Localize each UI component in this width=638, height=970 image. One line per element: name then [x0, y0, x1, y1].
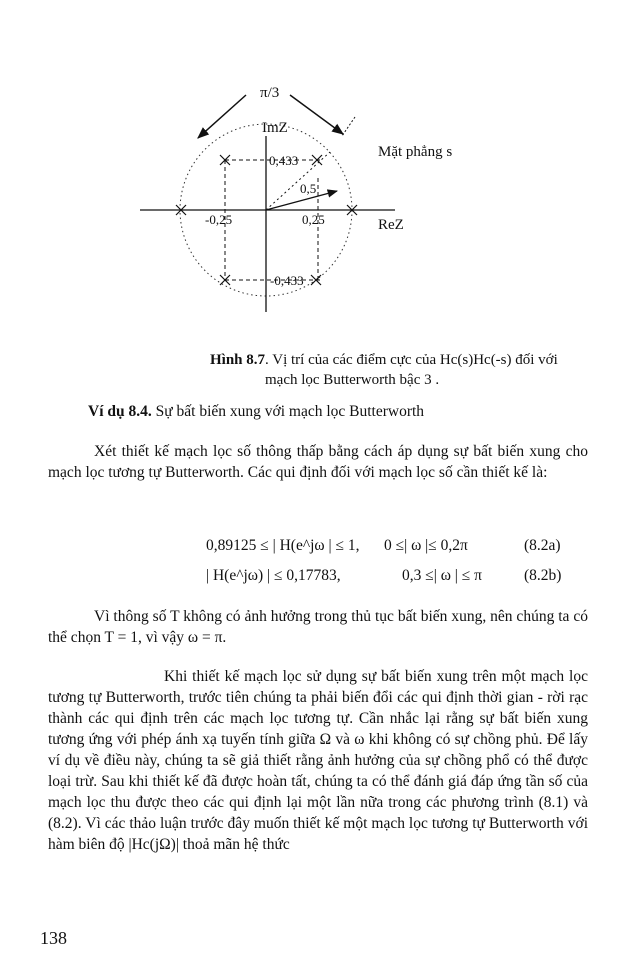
eq2-lhs: | H(e^jω) | ≤ 0,17783, — [206, 567, 341, 584]
plane-pointer — [342, 117, 355, 136]
eq2-cond: 0,3 ≤| ω | ≤ π — [402, 567, 482, 584]
angle-arrow-right — [290, 95, 343, 134]
re-axis-label: ReZ — [378, 217, 404, 233]
page-number: 138 — [40, 928, 67, 948]
example-label: Ví dụ 8.4. — [88, 403, 152, 420]
angle-label: π/3 — [260, 85, 280, 101]
tick-re-pos: 0,25 — [302, 212, 325, 227]
paragraph-2: Vì thông số T không có ảnh hưởng trong thủ tục bất biến xung, nên chúng ta có thể chọn T = 1, vì vậy ω = π. — [48, 608, 588, 646]
eq1-num: (8.2a) — [524, 537, 561, 554]
tick-im-pos: 0,433 — [269, 153, 299, 168]
radius-label: 0,5 — [300, 181, 317, 196]
example-heading — [88, 403, 424, 421]
tick-re-neg: -0,25 — [205, 212, 233, 227]
pole-mark — [312, 155, 322, 165]
caption-label: Hình 8.7 — [210, 352, 266, 368]
angle-arrow-left — [198, 95, 246, 138]
tick-im-neg: -0,433 — [270, 273, 304, 288]
caption-text-line2: mạch lọc Butterworth bậc 3 . — [265, 372, 440, 388]
caption-text-line1: . Vị trí của các điểm cực của Hc(s)Hc(-s) đối với — [265, 352, 558, 368]
equation-8-2b — [206, 567, 586, 587]
pole-plot-figure — [0, 0, 638, 350]
plane-label: Mặt phẳng s — [378, 144, 453, 160]
eq1-cond: 0 ≤| ω |≤ 0,2π — [384, 537, 468, 554]
paragraph-3: Khi thiết kế mạch lọc sử dụng sự bất biến xung trên một mạch lọc tương tự Butterworth, trước tiên chúng ta phải biến đổi các qui định thời gian - rời rạc thành các qui định trên các mạch lọc tương tự. Cần nhắc lại rằng sự bất biến xung tương ứng với phép ánh xạ tuyến tính giữa Ω và ω khi không có sự chồng phủ. Để lấy ví dụ về điều này, chúng ta sẽ giả thiết rằng ảnh hưởng của sự chồng phổ có thể được loại trừ. Sau khi thiết kế đã được hoàn tất, chúng ta có thể đánh giá đáp ứng tần số của mạch lọc thu được theo các qui định lại một lần nữa trong các phương trình (8.1) và (8.2). Vì các thảo luận trước đây muốn thiết kế một mạch lọc tương tự Butterworth với hàm biên độ |Hc(jΩ)| thoả mãn hệ thức — [48, 668, 588, 853]
eq1-lhs: 0,89125 ≤ | H(e^jω | ≤ 1, — [206, 537, 360, 554]
paragraph-1: Xét thiết kế mạch lọc số thông thấp bằng cách áp dụng sự bất biến xung cho mạch lọc tương tự Butterworth. Các qui định đối với mạch lọc số cần thiết kế là: — [48, 443, 588, 481]
figure-caption — [210, 350, 570, 390]
example-title: Sự bất biến xung với mạch lọc Butterworth — [151, 403, 425, 420]
eq2-num: (8.2b) — [524, 567, 562, 584]
equation-8-2a — [206, 537, 586, 557]
im-axis-label: ImZ — [262, 120, 288, 136]
